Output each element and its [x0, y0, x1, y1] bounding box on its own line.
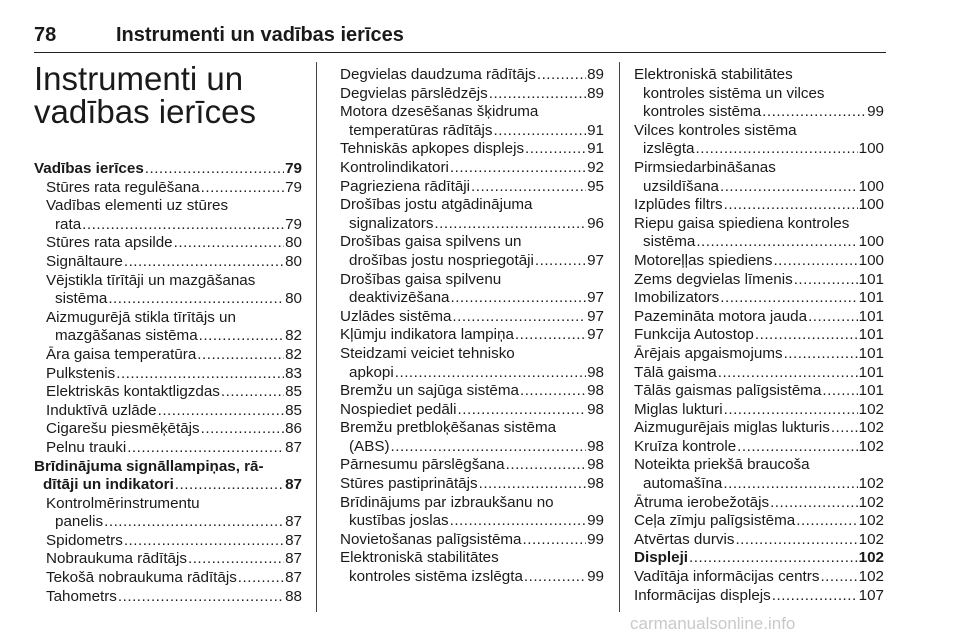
- toc-page-number: 99: [587, 530, 604, 548]
- toc-entry-title: Brīdinājums par izbraukšanu no: [340, 493, 554, 511]
- toc-entry-title: Pārnesumu pārslēgšana: [340, 456, 505, 474]
- toc-entry[interactable]: [34, 550, 302, 569]
- toc-entry-title: Brīdinājuma signāllampiņas, rā-: [34, 457, 264, 475]
- toc-entry-title: Tehniskās apkopes displejs: [340, 140, 525, 158]
- toc-page-number: 96: [587, 214, 604, 232]
- toc-entry-title: Degvielas pārslēdzējs: [340, 84, 488, 102]
- toc-entry[interactable]: [634, 215, 884, 252]
- toc-entry-title: sistēma: [55, 290, 108, 308]
- toc-entry[interactable]: [340, 531, 604, 550]
- toc-entry[interactable]: [340, 66, 604, 85]
- dot-leader: [724, 196, 858, 215]
- toc-entry[interactable]: [340, 103, 604, 140]
- dot-leader: [450, 159, 586, 178]
- dot-leader: [158, 402, 284, 421]
- toc-page-number: 101: [858, 289, 884, 307]
- toc-entry-title: Ātruma ierobežotājs: [634, 493, 770, 511]
- dot-leader: [489, 85, 586, 104]
- toc-entry[interactable]: [340, 140, 604, 159]
- toc-entry-title: apkopi: [349, 363, 394, 381]
- dot-leader: [450, 289, 586, 308]
- toc-entry-title: Cigarešu piesmēķētājs: [46, 420, 200, 438]
- toc-page-number: 80: [285, 290, 302, 308]
- dot-leader: [471, 178, 586, 197]
- dot-leader: [720, 289, 857, 308]
- dot-leader: [104, 513, 284, 532]
- toc-entry-title: Tālā gaisma: [634, 363, 717, 381]
- dot-leader: [175, 476, 284, 495]
- dot-leader: [831, 419, 858, 438]
- toc-page-number: 85: [285, 401, 302, 419]
- toc-page-number: 102: [858, 512, 884, 530]
- toc-entry-title: kontroles sistēma izslēgta: [349, 568, 523, 586]
- dot-leader: [124, 253, 284, 272]
- toc-entry-title: Stūres rata apsilde: [46, 234, 173, 252]
- toc-page-number: 89: [587, 66, 604, 83]
- toc-page-number: 79: [285, 215, 302, 233]
- toc-entry-title: Drošības gaisa spilvenu: [340, 270, 502, 288]
- dot-leader: [523, 531, 587, 550]
- dot-leader: [772, 587, 858, 606]
- toc-entry[interactable]: [634, 326, 884, 345]
- toc-entry-title: deaktivizēšana: [349, 289, 450, 307]
- dot-leader: [108, 290, 284, 309]
- toc-page-number: 99: [867, 103, 884, 121]
- dot-leader: [525, 140, 586, 159]
- dot-leader: [537, 66, 586, 85]
- toc-entry[interactable]: [634, 568, 884, 587]
- toc-page-number: 102: [858, 493, 884, 511]
- toc-entry-title: Elektroniskā stabilitātes: [340, 549, 499, 567]
- toc-page-number: 87: [285, 569, 302, 587]
- dot-leader: [524, 568, 586, 587]
- toc-page-number: 98: [587, 382, 604, 400]
- toc-page-number: 87: [285, 438, 302, 456]
- toc-entry[interactable]: [634, 122, 884, 159]
- dot-leader: [395, 364, 586, 383]
- toc-entry-title: Drošības jostu atgādinājuma: [340, 196, 533, 214]
- toc-entry-title: kustības joslas: [349, 512, 449, 530]
- toc-entry-title: Bremžu un sajūga sistēma: [340, 382, 519, 400]
- toc-page-number: 83: [285, 364, 302, 382]
- toc-entry[interactable]: [34, 420, 302, 439]
- toc-entry-title: Ceļa zīmju palīgsistēma: [634, 512, 796, 530]
- toc-page-number: 102: [858, 530, 884, 548]
- toc-entry-title: Stūres rata regulēšana: [46, 178, 200, 196]
- toc-entry-title: Elektriskās kontaktligzdas: [46, 383, 220, 401]
- toc-page-number: 100: [858, 140, 884, 158]
- toc-entry[interactable]: [340, 549, 604, 586]
- toc-entry-title: Zems degvielas līmenis: [634, 270, 793, 288]
- toc-page-number: 102: [858, 437, 884, 455]
- dot-leader: [118, 588, 284, 607]
- toc-page-number: 97: [587, 326, 604, 344]
- toc-entry-title: mazgāšanas sistēma: [55, 327, 198, 345]
- toc-entry-title: Ārējais apgaismojums: [634, 344, 783, 362]
- dot-leader: [188, 550, 284, 569]
- toc-entry-title: Pulkstenis: [46, 364, 116, 382]
- toc-entry[interactable]: [34, 439, 302, 458]
- toc-entry-title: Kontrolindikatori: [340, 158, 449, 176]
- dot-leader: [506, 456, 586, 475]
- toc-entry[interactable]: [340, 345, 604, 382]
- toc-entry-title: Motora dzesēšanas šķidruma: [340, 103, 539, 121]
- toc-entry[interactable]: [340, 196, 604, 233]
- toc-column-3: [634, 66, 884, 605]
- dot-leader: [696, 233, 857, 252]
- toc-entry[interactable]: [34, 569, 302, 588]
- toc-entry[interactable]: [634, 252, 884, 271]
- toc-page-number: 97: [587, 251, 604, 269]
- dot-leader: [755, 326, 858, 345]
- toc-page-number: 107: [858, 586, 884, 604]
- dot-leader: [762, 103, 866, 122]
- toc-page-number: 101: [858, 344, 884, 362]
- watermark: carmanualsonline.info: [630, 614, 796, 633]
- toc-entry-title: Tahometrs: [46, 587, 117, 605]
- toc-entry[interactable]: [340, 475, 604, 494]
- toc-entry[interactable]: [34, 234, 302, 253]
- toc-entry[interactable]: [634, 345, 884, 364]
- toc-page-number: 98: [587, 400, 604, 418]
- page-number: 78: [34, 24, 57, 46]
- toc-entry-title: Nospiediet pedāli: [340, 400, 457, 418]
- toc-page-number: 101: [858, 307, 884, 325]
- toc-entry[interactable]: [34, 495, 302, 532]
- toc-entry[interactable]: [634, 531, 884, 550]
- toc-entry-title: Pagrieziena rādītāji: [340, 177, 471, 195]
- dot-leader: [773, 252, 857, 271]
- toc-page-number: 101: [858, 382, 884, 400]
- toc-entry[interactable]: [340, 178, 604, 197]
- toc-entry[interactable]: [634, 438, 884, 457]
- toc-page-number: 101: [858, 363, 884, 381]
- toc-entry-title: Degvielas daudzuma rādītājs: [340, 66, 536, 83]
- toc-page-number: 82: [285, 327, 302, 345]
- toc-page-number: 86: [285, 420, 302, 438]
- toc-entry[interactable]: [34, 365, 302, 384]
- dot-leader: [808, 308, 858, 327]
- toc-page-number: 80: [285, 252, 302, 270]
- dot-leader: [535, 252, 586, 271]
- dot-leader: [201, 420, 284, 439]
- dot-leader: [124, 532, 284, 551]
- toc-entry[interactable]: [340, 159, 604, 178]
- dot-leader: [724, 401, 858, 420]
- toc-entry-title: Motoreļļas spiediens: [634, 251, 773, 269]
- toc-entry-title: Stūres pastiprinātājs: [340, 475, 478, 493]
- dot-leader: [737, 438, 858, 457]
- toc-entry[interactable]: [340, 494, 604, 531]
- toc-entry-title: Funkcija Autostop: [634, 326, 754, 344]
- toc-page-number: 100: [858, 177, 884, 195]
- toc-entry[interactable]: [634, 494, 884, 513]
- dot-leader: [82, 216, 284, 235]
- toc-entry[interactable]: [634, 289, 884, 308]
- toc-page-number: 82: [285, 345, 302, 363]
- toc-entry-title: Āra gaisa temperatūra: [46, 345, 197, 363]
- toc-entry-title: Kruīza kontrole: [634, 437, 737, 455]
- toc-entry-title: Vilces kontroles sistēma: [634, 121, 797, 139]
- toc-page-number: 80: [285, 234, 302, 252]
- toc-entry-title: sistēma: [643, 233, 696, 251]
- dot-leader: [174, 234, 284, 253]
- toc-entry-title: Displeji: [634, 549, 689, 567]
- toc-entry[interactable]: [634, 364, 884, 383]
- toc-page-number: 87: [285, 550, 302, 568]
- toc-entry-title: Bremžu pretbloķēšanas sistēma: [340, 419, 557, 437]
- column-divider: [619, 62, 620, 612]
- toc-page-number: 102: [858, 475, 884, 493]
- toc-entry-title: Spidometrs: [46, 531, 123, 549]
- toc-entry-title: Signāltaure: [46, 252, 123, 270]
- toc-entry-title: Vadības ierīces: [34, 160, 144, 177]
- toc-entry-title: Kļūmju indikatora lampiņa: [340, 326, 514, 344]
- toc-entry-title: Vadības elementi uz stūres: [46, 197, 229, 215]
- toc-entry-title: Steidzami veiciet tehnisko: [340, 344, 515, 362]
- toc-entry[interactable]: [634, 382, 884, 401]
- toc-page-number: 102: [858, 400, 884, 418]
- dot-leader: [434, 215, 586, 234]
- toc-entry[interactable]: [34, 179, 302, 198]
- toc-page-number: 100: [858, 251, 884, 269]
- toc-entry[interactable]: [340, 401, 604, 420]
- dot-leader: [221, 383, 284, 402]
- toc-entry-title: Vējstikla tīrītāji un mazgāšanas: [46, 271, 256, 289]
- toc-entry[interactable]: [634, 587, 884, 606]
- toc-page-number: 98: [587, 437, 604, 455]
- dot-leader: [718, 364, 858, 383]
- toc-page-number: 98: [587, 475, 604, 493]
- toc-entry-title: rata: [55, 215, 82, 233]
- dot-leader: [145, 160, 284, 179]
- toc-entry-title: Izplūdes filtrs: [634, 196, 723, 214]
- toc-page-number: 98: [587, 363, 604, 381]
- toc-entry[interactable]: [634, 512, 884, 531]
- toc-entry[interactable]: [34, 458, 302, 495]
- dot-leader: [735, 531, 857, 550]
- toc-entry-title: dītāji un indikatori: [43, 476, 174, 494]
- toc-page-number: 101: [858, 270, 884, 288]
- toc-entry[interactable]: [34, 160, 302, 179]
- toc-entry[interactable]: [340, 326, 604, 345]
- toc-entry[interactable]: [34, 346, 302, 365]
- toc-entry-title: Uzlādes sistēma: [340, 307, 452, 325]
- toc-entry[interactable]: [34, 588, 302, 607]
- toc-entry-title: temperatūras rādītājs: [349, 121, 493, 139]
- toc-page-number: 87: [285, 476, 302, 494]
- toc-entry[interactable]: [340, 233, 604, 270]
- toc-entry[interactable]: [340, 456, 604, 475]
- dot-leader: [720, 178, 858, 197]
- toc-page-number: 91: [587, 140, 604, 158]
- toc-page-number: 102: [858, 549, 884, 567]
- toc-page-number: 97: [587, 307, 604, 325]
- dot-leader: [238, 569, 284, 588]
- toc-entry[interactable]: [340, 271, 604, 308]
- toc-entry[interactable]: [634, 271, 884, 290]
- toc-entry[interactable]: [634, 456, 884, 493]
- dot-leader: [520, 382, 586, 401]
- dot-leader: [796, 512, 857, 531]
- toc-entry-title: Informācijas displejs: [634, 586, 771, 604]
- page-header: [34, 22, 886, 53]
- toc-page-number: 95: [587, 177, 604, 195]
- toc-entry-title: Vadītāja informācijas centrs: [634, 568, 820, 586]
- toc-entry-title: Novietošanas palīgsistēma: [340, 530, 522, 548]
- toc-entry[interactable]: [34, 383, 302, 402]
- toc-column-1: [34, 160, 302, 606]
- dot-leader: [515, 326, 586, 345]
- dot-leader: [696, 140, 858, 159]
- toc-entry-title: Pazemināta motora jauda: [634, 307, 808, 325]
- toc-entry-title: Induktīvā uzlāde: [46, 401, 157, 419]
- toc-entry[interactable]: [34, 402, 302, 421]
- dot-leader: [458, 401, 587, 420]
- toc-entry[interactable]: [634, 401, 884, 420]
- dot-leader: [689, 549, 858, 568]
- chapter-title-line: vadības ierīces: [34, 93, 256, 130]
- chapter-title: [34, 62, 304, 128]
- toc-page-number: 88: [285, 587, 302, 605]
- toc-entry-title: Pelnu trauki: [46, 438, 127, 456]
- toc-entry-title: panelis: [55, 513, 104, 531]
- toc-entry-title: Imobilizators: [634, 289, 720, 307]
- toc-entry-title: Tekošā nobraukuma rādītājs: [46, 569, 237, 587]
- toc-entry-title: Noteikta priekšā braucoša: [634, 456, 810, 474]
- chapter-title-line: Instrumenti un: [34, 60, 244, 97]
- toc-entry[interactable]: [634, 159, 884, 196]
- toc-entry-title: Pirmsiedarbināšanas: [634, 158, 776, 176]
- column-divider: [316, 62, 317, 612]
- dot-leader: [450, 512, 586, 531]
- dot-leader: [479, 475, 586, 494]
- toc-entry[interactable]: [34, 253, 302, 272]
- dot-leader: [822, 382, 857, 401]
- toc-page-number: 89: [587, 84, 604, 102]
- toc-entry[interactable]: [34, 197, 302, 234]
- toc-entry-title: Elektroniskā stabilitātes: [634, 66, 793, 83]
- dot-leader: [201, 179, 284, 198]
- toc-entry-title: Aizmugurējais miglas lukturis: [634, 419, 830, 437]
- toc-entry[interactable]: [634, 308, 884, 327]
- toc-page-number: 99: [587, 512, 604, 530]
- dot-leader: [116, 365, 284, 384]
- toc-page-number: 92: [587, 158, 604, 176]
- toc-page-number: 79: [285, 178, 302, 196]
- toc-entry[interactable]: [340, 85, 604, 104]
- running-title: Instrumenti un vadības ierīces: [116, 24, 404, 46]
- toc-entry-title: (ABS): [349, 437, 390, 455]
- dot-leader: [820, 568, 857, 587]
- toc-entry[interactable]: [34, 532, 302, 551]
- dot-leader: [770, 494, 858, 513]
- toc-page-number: 87: [285, 531, 302, 549]
- toc-entry[interactable]: [634, 419, 884, 438]
- toc-entry-title: Riepu gaisa spiediena kontroles: [634, 214, 850, 232]
- dot-leader: [794, 271, 858, 290]
- toc-entry[interactable]: [340, 419, 604, 456]
- toc-entry-title: drošības jostu nospriegotāji: [349, 251, 534, 269]
- toc-entry-title: Atvērtas durvis: [634, 530, 735, 548]
- toc-page-number: 101: [858, 326, 884, 344]
- dot-leader: [494, 122, 587, 141]
- dot-leader: [723, 475, 857, 494]
- toc-entry[interactable]: [34, 309, 302, 346]
- toc-entry-title: kontroles sistēma un vilces: [643, 84, 825, 102]
- toc-entry[interactable]: [340, 382, 604, 401]
- dot-leader: [197, 346, 284, 365]
- toc-entry-title: Tālās gaismas palīgsistēma: [634, 382, 822, 400]
- toc-entry-title: Nobraukuma rādītājs: [46, 550, 187, 568]
- toc-entry-title: Aizmugurējā stikla tīrītājs un: [46, 308, 236, 326]
- toc-page-number: 102: [858, 419, 884, 437]
- toc-entry[interactable]: [634, 66, 884, 122]
- toc-entry-title: uzsildīšana: [643, 177, 719, 195]
- toc-entry[interactable]: [340, 308, 604, 327]
- toc-column-2: [340, 66, 604, 587]
- toc-page-number: 79: [285, 160, 302, 177]
- toc-entry[interactable]: [634, 549, 884, 568]
- toc-page-number: 100: [858, 196, 884, 214]
- toc-page-number: 97: [587, 289, 604, 307]
- toc-entry-title: izslēgta: [643, 140, 695, 158]
- toc-entry-title: Miglas lukturi: [634, 400, 723, 418]
- dot-leader: [199, 327, 284, 346]
- toc-page-number: 91: [587, 121, 604, 139]
- toc-entry-title: signalizators: [349, 214, 434, 232]
- toc-page-number: 98: [587, 456, 604, 474]
- dot-leader: [452, 308, 586, 327]
- toc-page-number: 85: [285, 383, 302, 401]
- toc-page-number: 102: [858, 568, 884, 586]
- dot-leader: [391, 438, 587, 457]
- toc-entry-title: Drošības gaisa spilvens un: [340, 233, 522, 251]
- toc-page-number: 100: [858, 233, 884, 251]
- toc-entry-title: automašīna: [643, 475, 723, 493]
- toc-entry[interactable]: [634, 196, 884, 215]
- toc-entry[interactable]: [34, 272, 302, 309]
- dot-leader: [784, 345, 858, 364]
- toc-page-number: 99: [587, 568, 604, 586]
- toc-page-number: 87: [285, 513, 302, 531]
- toc-entry-title: kontroles sistēma: [643, 103, 762, 121]
- toc-entry-title: Kontrolmērinstrumentu: [46, 494, 200, 512]
- dot-leader: [127, 439, 284, 458]
